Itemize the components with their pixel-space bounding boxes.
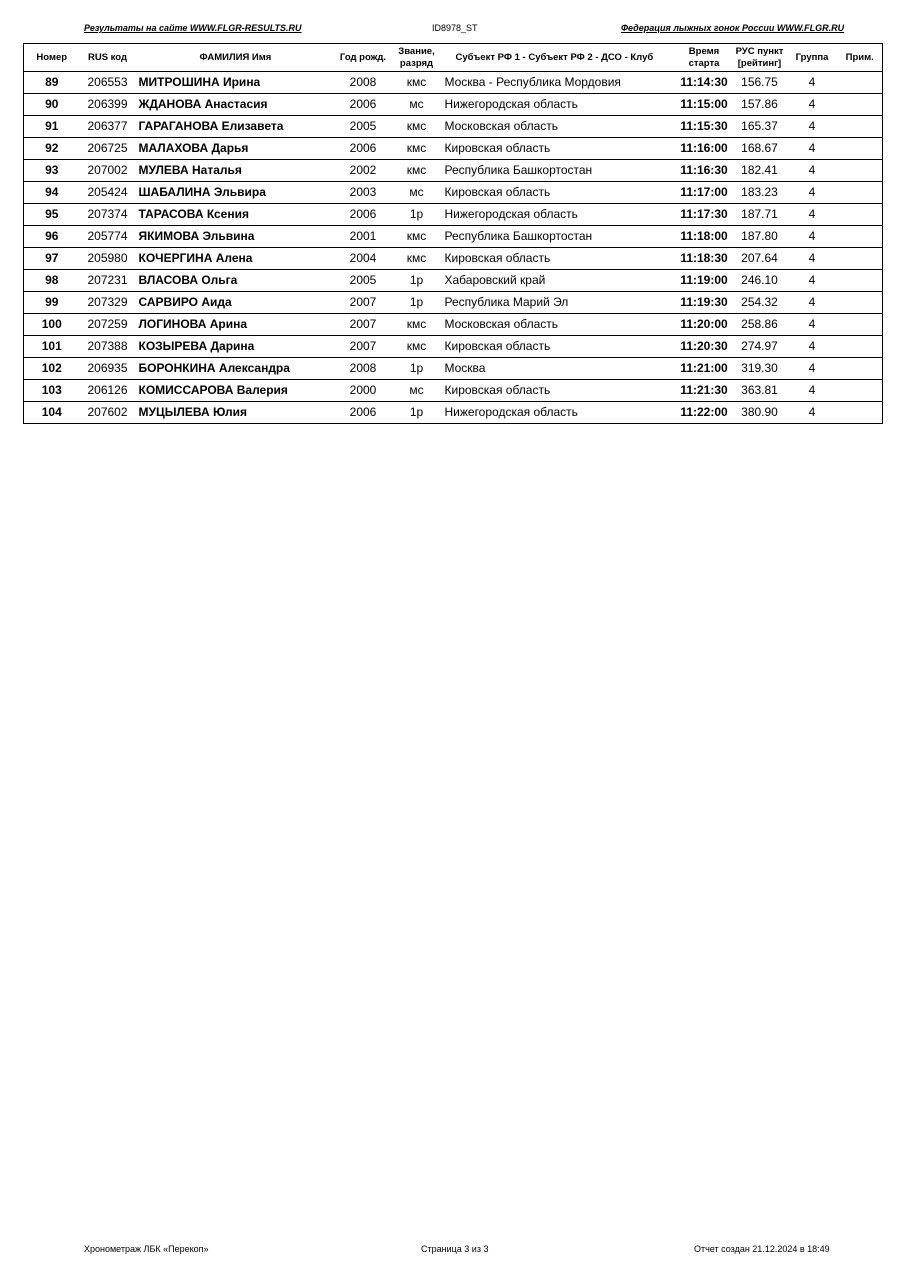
cell-region: Москва — [442, 358, 676, 380]
cell-rank: 1р — [392, 292, 442, 314]
cell-rus-code: 207602 — [87, 405, 128, 419]
cell-birth-year: 2006 — [335, 138, 392, 160]
cell-birth-year: 2000 — [335, 380, 392, 402]
cell-birth-year: 2007 — [335, 314, 392, 336]
table-row — [24, 248, 883, 270]
document-id: ID8978_ST — [432, 23, 478, 33]
cell-birth-year: 2008 — [335, 72, 392, 94]
cell-rank: 1р — [392, 270, 442, 292]
col-group-header: Группа — [787, 44, 838, 72]
cell-birth-year: 2001 — [335, 226, 392, 248]
cell-note — [838, 358, 883, 380]
cell-rank: 1р — [409, 405, 424, 419]
cell-name: ЖДАНОВА Анастасия — [136, 94, 335, 116]
cell-name: ВЛАСОВА Ольга — [136, 270, 335, 292]
cell-points: 182.41 — [733, 160, 787, 182]
table-row — [24, 292, 883, 314]
cell-points: 207.64 — [733, 248, 787, 270]
cell-group: 4 — [787, 138, 838, 160]
cell-start-time: 11:16:30 — [676, 160, 733, 182]
cell-rus-code: 206553 — [80, 72, 136, 94]
cell-points: 157.86 — [733, 94, 787, 116]
cell-name: МИТРОШИНА Ирина — [136, 72, 335, 94]
cell-name: БОРОНКИНА Александра — [136, 358, 335, 380]
cell-rank: 1р — [392, 204, 442, 226]
cell-region: Москва - Республика Мордовия — [442, 72, 676, 94]
cell-region: Московская область — [442, 314, 676, 336]
cell-name: ШАБАЛИНА Эльвира — [136, 182, 335, 204]
results-site-link[interactable]: Результаты на сайте WWW.FLGR-RESULTS.RU — [84, 23, 302, 33]
cell-birth-year: 2008 — [335, 358, 392, 380]
cell-points: 319.30 — [733, 358, 787, 380]
cell-birth-year: 2002 — [335, 160, 392, 182]
cell-start-time: 11:21:30 — [676, 380, 733, 402]
cell-birth-year: 2005 — [335, 116, 392, 138]
cell-rus-code: 206377 — [80, 116, 136, 138]
cell-start-time: 11:19:00 — [676, 270, 733, 292]
col-number-header: Номер — [24, 44, 80, 72]
cell-group: 4 — [787, 72, 838, 94]
cell-birth-year: 2006 — [335, 204, 392, 226]
cell-rus-code: 207231 — [80, 270, 136, 292]
cell-points: 168.67 — [733, 138, 787, 160]
cell-group: 4 — [787, 314, 838, 336]
cell-points: 380.90 — [741, 405, 778, 419]
cell-name: ЛОГИНОВА Арина — [136, 314, 335, 336]
col-points-header-line1: РУС пункт — [735, 45, 784, 57]
cell-region: Нижегородская область — [444, 405, 578, 419]
cell-number: 92 — [24, 138, 80, 160]
cell-name: ГАРАГАНОВА Елизавета — [136, 116, 335, 138]
table-row — [24, 116, 883, 138]
cell-birth-year: 2003 — [335, 182, 392, 204]
cell-region: Хабаровский край — [442, 270, 676, 292]
cell-number: 102 — [24, 358, 80, 380]
cell-number: 103 — [24, 380, 80, 402]
cell-note — [838, 72, 883, 94]
cell-points: 363.81 — [733, 380, 787, 402]
cell-number: 91 — [24, 116, 80, 138]
cell-start-time: 11:18:30 — [676, 248, 733, 270]
cell-region: Кировская область — [442, 248, 676, 270]
cell-start-time: 11:14:30 — [676, 72, 733, 94]
cell-rus-code: 205980 — [80, 248, 136, 270]
cell-rus-code: 205774 — [80, 226, 136, 248]
cell-number: 98 — [24, 270, 80, 292]
cell-start-time: 11:20:30 — [676, 336, 733, 358]
cell-note — [838, 160, 883, 182]
cell-rank: 1р — [392, 358, 442, 380]
col-points-header — [733, 44, 787, 72]
cell-birth-year: 2005 — [335, 270, 392, 292]
cell-rank: мс — [392, 182, 442, 204]
table-row — [24, 138, 883, 160]
col-start-header-line2: старта — [688, 57, 720, 69]
cell-region: Кировская область — [442, 380, 676, 402]
table-row — [24, 380, 883, 402]
cell-number: 100 — [24, 314, 80, 336]
cell-note — [838, 94, 883, 116]
cell-number: 96 — [24, 226, 80, 248]
cell-start-time: 11:17:00 — [676, 182, 733, 204]
cell-group: 4 — [808, 405, 816, 419]
cell-name: ЯКИМОВА Эльвина — [136, 226, 335, 248]
cell-note — [838, 182, 883, 204]
cell-birth-year: 2007 — [335, 336, 392, 358]
col-birth-year-header: Год рожд. — [335, 44, 392, 72]
page-number: Страница 3 из 3 — [421, 1244, 489, 1254]
cell-group: 4 — [787, 204, 838, 226]
cell-region: Кировская область — [442, 138, 676, 160]
report-created: Отчет создан 21.12.2024 в 18:49 — [694, 1244, 830, 1254]
cell-region: Республика Башкортостан — [442, 226, 676, 248]
cell-rank: кмс — [392, 226, 442, 248]
cell-rus-code: 206399 — [80, 94, 136, 116]
cell-rus-code: 207388 — [80, 336, 136, 358]
cell-start-time: 11:15:00 — [676, 94, 733, 116]
cell-number: 93 — [24, 160, 80, 182]
cell-note — [838, 380, 883, 402]
cell-points: 254.32 — [733, 292, 787, 314]
table-header-row — [24, 44, 883, 72]
cell-note — [838, 138, 883, 160]
cell-group: 4 — [787, 160, 838, 182]
table-row — [24, 402, 883, 424]
cell-note — [838, 248, 883, 270]
table-row — [24, 204, 883, 226]
cell-region: Кировская область — [442, 182, 676, 204]
cell-note — [838, 402, 883, 424]
cell-name: КОЧЕРГИНА Алена — [136, 248, 335, 270]
col-name-header: ФАМИЛИЯ Имя — [136, 44, 335, 72]
cell-rus-code: 205424 — [80, 182, 136, 204]
cell-group: 4 — [787, 358, 838, 380]
cell-group: 4 — [787, 182, 838, 204]
col-rank-header-line2: разряд — [399, 57, 434, 69]
cell-rank: кмс — [392, 248, 442, 270]
cell-birth-year: 2007 — [335, 292, 392, 314]
cell-rus-code: 206935 — [80, 358, 136, 380]
cell-name: КОЗЫРЕВА Дарина — [136, 336, 335, 358]
cell-rus-code: 207002 — [80, 160, 136, 182]
cell-start-time: 11:19:30 — [676, 292, 733, 314]
cell-name: МАЛАХОВА Дарья — [136, 138, 335, 160]
cell-rank: кмс — [392, 314, 442, 336]
col-note-header: Прим. — [838, 44, 883, 72]
cell-group: 4 — [787, 226, 838, 248]
cell-name: КОМИССАРОВА Валерия — [136, 380, 335, 402]
cell-birth-year: 2006 — [335, 94, 392, 116]
cell-rank: кмс — [392, 72, 442, 94]
cell-group: 4 — [787, 336, 838, 358]
table-row — [24, 270, 883, 292]
cell-name: МУЛЕВА Наталья — [136, 160, 335, 182]
col-rank-header — [392, 44, 442, 72]
cell-group: 4 — [787, 270, 838, 292]
cell-start-time: 11:21:00 — [676, 358, 733, 380]
cell-rank: кмс — [392, 138, 442, 160]
cell-rank: кмс — [392, 160, 442, 182]
cell-rus-code: 207329 — [80, 292, 136, 314]
cell-start-time: 11:22:00 — [680, 405, 728, 419]
cell-group: 4 — [787, 94, 838, 116]
cell-rank: мс — [392, 380, 442, 402]
table-row — [24, 182, 883, 204]
cell-start-time: 11:17:30 — [676, 204, 733, 226]
col-rus-code-header: RUS код — [80, 44, 136, 72]
cell-note — [838, 204, 883, 226]
cell-points: 246.10 — [733, 270, 787, 292]
table-row — [24, 94, 883, 116]
cell-number: 104 — [41, 405, 62, 419]
cell-points: 187.71 — [733, 204, 787, 226]
cell-number: 99 — [24, 292, 80, 314]
cell-name: МУЦЫЛЕВА Юлия — [138, 405, 248, 419]
cell-number: 90 — [24, 94, 80, 116]
table-row — [24, 72, 883, 94]
cell-number: 101 — [24, 336, 80, 358]
cell-region: Республика Башкортостан — [442, 160, 676, 182]
cell-number: 89 — [24, 72, 80, 94]
cell-region: Московская область — [442, 116, 676, 138]
cell-start-time: 11:16:00 — [676, 138, 733, 160]
cell-region: Нижегородская область — [442, 94, 676, 116]
start-list-table — [23, 43, 883, 424]
cell-note — [838, 314, 883, 336]
cell-points: 187.80 — [733, 226, 787, 248]
cell-group: 4 — [787, 380, 838, 402]
table-body — [24, 72, 883, 424]
cell-group: 4 — [787, 248, 838, 270]
cell-birth-year: 2004 — [335, 248, 392, 270]
col-rank-header-line1: Звание, — [398, 45, 435, 57]
cell-points: 258.86 — [733, 314, 787, 336]
cell-points: 156.75 — [733, 72, 787, 94]
cell-number: 94 — [24, 182, 80, 204]
col-region-header: Субъект РФ 1 - Субъект РФ 2 - ДСО - Клуб — [442, 44, 676, 72]
cell-name: САРВИРО Аида — [136, 292, 335, 314]
col-start-header-line1: Время — [688, 45, 720, 57]
cell-region: Республика Марий Эл — [442, 292, 676, 314]
col-points-header-line2: [рейтинг] — [737, 57, 782, 69]
cell-start-time: 11:15:30 — [676, 116, 733, 138]
cell-name: ТАРАСОВА Ксения — [136, 204, 335, 226]
cell-note — [838, 336, 883, 358]
cell-rus-code: 206126 — [80, 380, 136, 402]
cell-rank: кмс — [392, 116, 442, 138]
cell-rus-code: 206725 — [80, 138, 136, 160]
cell-region: Кировская область — [442, 336, 676, 358]
col-start-time-header — [676, 44, 733, 72]
federation-site-link[interactable]: Федерация лыжных гонок России WWW.FLGR.RU — [621, 23, 845, 33]
cell-note — [838, 226, 883, 248]
cell-birth-year: 2006 — [349, 405, 377, 419]
table-row — [24, 226, 883, 248]
table-row — [24, 358, 883, 380]
cell-note — [838, 292, 883, 314]
table-row — [24, 314, 883, 336]
cell-start-time: 11:18:00 — [676, 226, 733, 248]
cell-region: Нижегородская область — [442, 204, 676, 226]
cell-number: 97 — [24, 248, 80, 270]
timing-provider: Хронометраж ЛБК «Перекоп» — [84, 1244, 209, 1254]
cell-rus-code: 207374 — [80, 204, 136, 226]
cell-rus-code: 207259 — [80, 314, 136, 336]
cell-note — [838, 116, 883, 138]
table-row — [24, 336, 883, 358]
cell-number: 95 — [24, 204, 80, 226]
cell-start-time: 11:20:00 — [676, 314, 733, 336]
cell-points: 183.23 — [733, 182, 787, 204]
table-row — [24, 160, 883, 182]
cell-group: 4 — [787, 292, 838, 314]
cell-group: 4 — [787, 116, 838, 138]
cell-points: 274.97 — [733, 336, 787, 358]
cell-points: 165.37 — [733, 116, 787, 138]
cell-rank: мс — [392, 94, 442, 116]
cell-note — [838, 270, 883, 292]
cell-rank: кмс — [392, 336, 442, 358]
